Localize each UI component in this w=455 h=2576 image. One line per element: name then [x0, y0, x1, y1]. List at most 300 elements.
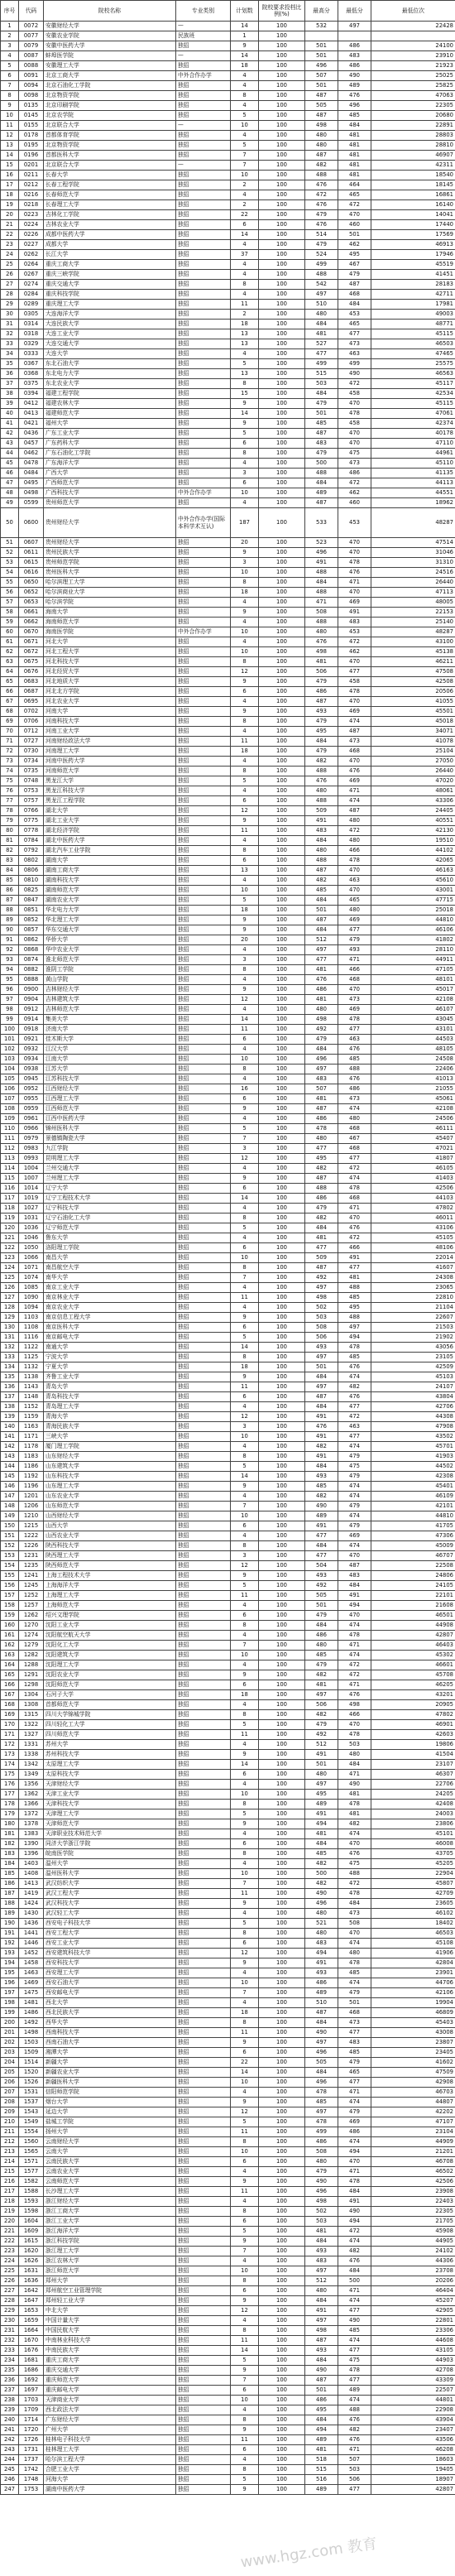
table-cell: 501 — [338, 1998, 371, 2008]
table-cell: 497 — [305, 2038, 338, 2048]
table-cell: 8 — [231, 1541, 259, 1551]
table-cell: 独招 — [176, 1015, 231, 1025]
table-cell: 100 — [259, 2167, 305, 2177]
table-row — [1, 955, 455, 965]
table-cell: 470 — [338, 657, 371, 667]
table-cell: 1222 — [19, 1531, 44, 1541]
table-cell: 43506 — [371, 2435, 455, 2445]
table-row — [1, 1988, 455, 1998]
table-cell: 48105 — [371, 1045, 455, 1055]
table-row — [1, 1204, 455, 1214]
table-row — [1, 906, 455, 916]
table-cell: 149 — [1, 1511, 19, 1521]
table-cell: 12 — [231, 1154, 259, 1164]
table-cell: 100 — [259, 429, 305, 439]
table-cell: 1419 — [19, 1889, 44, 1899]
table-cell: 独招 — [176, 469, 231, 478]
table-cell: 独招 — [176, 270, 231, 280]
table-cell: 1235 — [19, 1561, 44, 1571]
table-cell: 独招 — [176, 876, 231, 886]
table-cell: 141 — [1, 1432, 19, 1442]
table-cell: 4 — [231, 1283, 259, 1293]
table-cell: 独招 — [176, 836, 231, 846]
table-cell: 14 — [231, 1472, 259, 1482]
table-cell: 491 — [305, 558, 338, 568]
table-cell: 1116 — [19, 1333, 44, 1343]
table-cell: 10 — [231, 488, 259, 498]
table-cell: 独招 — [176, 389, 231, 399]
table-cell: 0077 — [19, 31, 44, 41]
table-cell: 497 — [305, 2107, 338, 2117]
table-cell: 1436 — [19, 1919, 44, 1929]
table-cell: 499 — [305, 2127, 338, 2137]
table-cell: 4 — [231, 1164, 259, 1174]
table-cell: 46111 — [371, 1124, 455, 1134]
table-cell: 453 — [338, 310, 371, 320]
table-cell: 0702 — [19, 707, 44, 717]
table-cell: 合肥工业大学 — [44, 2465, 176, 2475]
table-cell: 479 — [305, 210, 338, 220]
table-cell: 0918 — [19, 1025, 44, 1035]
table-cell: 独招 — [176, 1273, 231, 1283]
table-cell: 498 — [305, 2326, 338, 2336]
table-cell: 9 — [231, 2237, 259, 2247]
table-cell: 489 — [305, 2435, 338, 2445]
table-cell: 100 — [259, 816, 305, 826]
table-cell: 1481 — [19, 1998, 44, 2008]
table-cell: 1554 — [19, 2127, 44, 2137]
table-cell: 独招 — [176, 449, 231, 459]
table-cell: 4 — [231, 618, 259, 627]
table-cell: 1226 — [19, 1541, 44, 1551]
table-cell: 46105 — [371, 1164, 455, 1174]
column-header: 计划数 — [231, 1, 259, 22]
table-cell: 100 — [259, 1651, 305, 1660]
table-cell: 4 — [231, 1780, 259, 1790]
table-cell: 484 — [338, 121, 371, 131]
table-cell: 100 — [259, 1005, 305, 1015]
table-cell: 498 — [338, 1700, 371, 1710]
table-cell: 独招 — [176, 2316, 231, 2326]
table-cell: 46809 — [371, 2008, 455, 2018]
table-row — [1, 1362, 455, 1372]
table-cell: 1071 — [19, 1263, 44, 1273]
table-cell: 28110 — [371, 945, 455, 955]
table-cell: 501 — [305, 41, 338, 51]
table-cell: 山东农业大学 — [44, 1492, 176, 1502]
table-cell: 466 — [338, 1710, 371, 1720]
table-cell: 1349 — [19, 1770, 44, 1780]
table-cell: 8 — [231, 1353, 259, 1362]
table-cell: 9 — [231, 608, 259, 618]
table-cell: 8 — [231, 379, 259, 389]
table-cell: 22406 — [371, 1065, 455, 1074]
table-row — [1, 2256, 455, 2266]
table-cell: 100 — [259, 280, 305, 290]
table-cell: 47113 — [371, 588, 455, 598]
table-cell: 独招 — [176, 1104, 231, 1114]
table-cell: 1270 — [19, 1621, 44, 1631]
table-row — [1, 1839, 455, 1849]
table-cell: 0857 — [19, 925, 44, 935]
table-row — [1, 1055, 455, 1065]
table-cell: 42508 — [371, 677, 455, 687]
table-cell: — — [176, 161, 231, 171]
table-cell: 1676 — [19, 2346, 44, 2356]
table-cell: 100 — [259, 1869, 305, 1879]
table-cell: 21608 — [371, 1601, 455, 1611]
table-row — [1, 687, 455, 697]
table-cell: 16 — [231, 1084, 259, 1094]
table-row — [1, 439, 455, 449]
table-cell: 137 — [1, 1392, 19, 1402]
table-cell: 1201 — [19, 1492, 44, 1502]
table-cell: 470 — [338, 210, 371, 220]
table-cell: 西北政法大学 — [44, 2405, 176, 2415]
table-cell: 484 — [338, 2187, 371, 2197]
table-row — [1, 2475, 455, 2485]
table-cell: 安徽农业学院 — [44, 31, 176, 41]
table-cell: 吉林师范大学 — [44, 1005, 176, 1015]
table-cell: 0495 — [19, 478, 44, 488]
table-cell: 100 — [259, 598, 305, 608]
table-cell: 0851 — [19, 906, 44, 916]
table-cell: 74 — [1, 767, 19, 776]
table-cell: 中国民航大学 — [44, 2326, 176, 2336]
table-cell: 480 — [305, 627, 338, 637]
table-cell: 483 — [305, 826, 338, 836]
table-cell: 100 — [259, 608, 305, 618]
table-cell: 487 — [338, 806, 371, 816]
table-cell: 独招 — [176, 1790, 231, 1800]
table-cell: 23806 — [371, 1819, 455, 1829]
table-cell: 1372 — [19, 1809, 44, 1819]
table-cell: 481 — [305, 1233, 338, 1243]
table-cell: 100 — [259, 171, 305, 180]
table-cell: 4 — [231, 876, 259, 886]
table-cell: 499 — [305, 260, 338, 270]
table-cell: 辽宁石油化工大学 — [44, 1214, 176, 1223]
table-cell: 478 — [338, 1730, 371, 1740]
table-cell: 10 — [231, 1511, 259, 1521]
column-header: 最高分 — [305, 1, 338, 22]
table-cell: 100 — [259, 1670, 305, 1680]
table-cell: 41 — [1, 419, 19, 429]
table-row — [1, 111, 455, 121]
table-cell: 485 — [338, 111, 371, 121]
table-cell: 1526 — [19, 2078, 44, 2088]
table-cell: 44909 — [371, 2137, 455, 2147]
table-cell: 100 — [259, 121, 305, 131]
table-cell: 481 — [338, 171, 371, 180]
table-cell: 0753 — [19, 786, 44, 796]
table-cell: 47105 — [371, 965, 455, 975]
table-cell: 0599 — [19, 498, 44, 508]
table-cell: 487 — [338, 280, 371, 290]
table-row — [1, 727, 455, 737]
table-cell: 1196 — [19, 1482, 44, 1492]
table-cell: 484 — [305, 896, 338, 906]
table-cell: 10 — [231, 121, 259, 131]
table-cell: 6 — [231, 2286, 259, 2296]
table-cell: 4 — [231, 260, 259, 270]
table-cell: 480 — [305, 2286, 338, 2296]
table-cell: 116 — [1, 1184, 19, 1194]
table-cell: 189 — [1, 1909, 19, 1919]
table-cell: 100 — [259, 2435, 305, 2445]
table-cell: 1413 — [19, 1879, 44, 1889]
table-cell: 独招 — [176, 985, 231, 995]
table-cell: 46601 — [371, 1660, 455, 1670]
table-row — [1, 1174, 455, 1184]
table-cell: 501 — [305, 81, 338, 91]
table-cell: 100 — [259, 1780, 305, 1790]
table-row — [1, 2445, 455, 2455]
table-cell: 1686 — [19, 2366, 44, 2376]
table-row — [1, 876, 455, 886]
table-cell: 佳木斯大学 — [44, 1035, 176, 1045]
table-cell: 21055 — [371, 1084, 455, 1094]
table-row — [1, 806, 455, 816]
table-cell: 独招 — [176, 1333, 231, 1343]
table-cell: 474 — [338, 1511, 371, 1521]
table-cell: 沈阳师范大学 — [44, 1680, 176, 1690]
table-cell: 478 — [338, 1631, 371, 1641]
table-cell: 1004 — [19, 1164, 44, 1174]
table-cell: 独招 — [176, 2336, 231, 2346]
table-cell: 215 — [1, 2167, 19, 2177]
table-cell: 482 — [305, 1442, 338, 1452]
table-cell: 6 — [231, 220, 259, 230]
table-row — [1, 1005, 455, 1015]
table-cell: 15 — [1, 161, 19, 171]
table-cell: 100 — [259, 1839, 305, 1849]
table-cell: 湖北经济学院 — [44, 826, 176, 836]
table-cell: 45115 — [371, 329, 455, 339]
table-cell: 长沙理工大学 — [44, 2187, 176, 2197]
table-cell: 100 — [259, 965, 305, 975]
table-cell: 7 — [1, 81, 19, 91]
table-row — [1, 826, 455, 836]
table-cell: 90 — [1, 925, 19, 935]
table-cell: 独招 — [176, 935, 231, 945]
table-cell: 489 — [338, 81, 371, 91]
table-cell: 120 — [1, 1223, 19, 1233]
table-row — [1, 2266, 455, 2276]
table-cell: 9 — [231, 2296, 259, 2306]
table-cell: 41403 — [371, 1174, 455, 1184]
table-row — [1, 2316, 455, 2326]
table-cell: 147 — [1, 1492, 19, 1502]
table-cell: 重庆交通大学 — [44, 280, 176, 290]
table-cell: 独招 — [176, 171, 231, 180]
table-cell: 103 — [1, 1055, 19, 1065]
table-cell: 208 — [1, 2098, 19, 2107]
table-cell: 河南工业大学 — [44, 727, 176, 737]
table-cell: 491 — [305, 1521, 338, 1531]
table-cell: 486 — [338, 1084, 371, 1094]
table-cell: 100 — [259, 1829, 305, 1839]
table-cell: 503 — [305, 1313, 338, 1323]
table-cell: 100 — [259, 2256, 305, 2266]
table-cell: 100 — [259, 339, 305, 349]
table-cell: 43106 — [371, 1223, 455, 1233]
table-cell: 160 — [1, 1621, 19, 1631]
table-cell: 105 — [1, 1074, 19, 1084]
table-cell: 481 — [338, 1809, 371, 1819]
table-cell: 贵州医科大学 — [44, 568, 176, 578]
table-cell: 485 — [305, 419, 338, 429]
table-cell: 青岛理工大学 — [44, 1402, 176, 1412]
table-cell: 100 — [259, 1065, 305, 1074]
table-cell: 87 — [1, 896, 19, 906]
table-cell: 37 — [231, 250, 259, 260]
table-row — [1, 985, 455, 995]
table-cell: 47021 — [371, 1144, 455, 1154]
table-cell: 480 — [305, 1005, 338, 1015]
table-cell: 100 — [259, 488, 305, 498]
table-cell: 488 — [338, 1313, 371, 1323]
table-cell: 45105 — [371, 1233, 455, 1243]
table-cell: 1183 — [19, 1452, 44, 1462]
table-cell: 200 — [1, 2018, 19, 2028]
table-cell: 100 — [259, 1502, 305, 1511]
table-row — [1, 180, 455, 190]
table-cell: 100 — [259, 1641, 305, 1651]
table-cell: 91 — [1, 935, 19, 945]
table-cell: 54 — [1, 568, 19, 578]
table-row — [1, 2227, 455, 2237]
table-cell: 独招 — [176, 1839, 231, 1849]
table-cell: 23405 — [371, 2048, 455, 2058]
table-cell: 8 — [231, 2276, 259, 2286]
table-cell: 民族班 — [176, 31, 231, 41]
table-cell: 100 — [259, 2425, 305, 2435]
table-cell: 509 — [305, 806, 338, 816]
table-row — [1, 1800, 455, 1809]
table-row — [1, 2247, 455, 2256]
table-cell: 独招 — [176, 1243, 231, 1253]
table-cell: 4 — [231, 598, 259, 608]
table-cell: 华东交通大学 — [44, 925, 176, 935]
table-cell: 0079 — [19, 41, 44, 51]
table-cell: 11 — [231, 2127, 259, 2137]
table-row — [1, 925, 455, 935]
table-cell: 146 — [1, 1482, 19, 1492]
table-cell: 独招 — [176, 2078, 231, 2088]
table-cell: 独招 — [176, 2197, 231, 2207]
table-cell: 独招 — [176, 846, 231, 856]
table-cell: 河南师范大学 — [44, 767, 176, 776]
table-cell: 1031 — [19, 1214, 44, 1223]
table-cell: 480 — [338, 906, 371, 916]
table-row — [1, 945, 455, 955]
table-cell: 481 — [305, 995, 338, 1005]
table-cell: 490 — [338, 2316, 371, 2326]
table-cell: 100 — [259, 2237, 305, 2247]
table-cell: 独招 — [176, 1343, 231, 1353]
table-cell: 484 — [305, 2356, 338, 2366]
table-cell: 武汉科技大学 — [44, 1899, 176, 1909]
table-cell: 180 — [1, 1819, 19, 1829]
table-cell: 8 — [231, 1849, 259, 1859]
table-cell: 46011 — [371, 1214, 455, 1223]
table-cell: 46703 — [371, 2088, 455, 2098]
table-cell: 济南大学 — [44, 1025, 176, 1035]
table-cell: 湖北汽车工业学院 — [44, 846, 176, 856]
table-cell: 湖北大学 — [44, 806, 176, 816]
table-row — [1, 697, 455, 707]
table-cell: 214 — [1, 2157, 19, 2167]
table-row — [1, 1313, 455, 1323]
table-cell: 100 — [259, 1492, 305, 1502]
table-cell: 503 — [305, 379, 338, 389]
table-cell: 470 — [338, 886, 371, 896]
table-cell: 484 — [305, 836, 338, 846]
table-cell: 100 — [259, 399, 305, 409]
table-cell: 124 — [1, 1263, 19, 1273]
table-cell: 0676 — [19, 667, 44, 677]
table-cell: 23306 — [371, 2326, 455, 2336]
table-cell: 45501 — [371, 707, 455, 717]
table-cell: 100 — [259, 1899, 305, 1909]
table-cell: 100 — [259, 1740, 305, 1750]
table-cell: 0611 — [19, 548, 44, 558]
table-cell: 独招 — [176, 250, 231, 260]
table-row — [1, 1502, 455, 1511]
table-cell: 501 — [338, 230, 371, 240]
table-row — [1, 598, 455, 608]
table-cell: 244 — [1, 2455, 19, 2465]
table-cell: 独招 — [176, 91, 231, 101]
table-cell: 独招 — [176, 916, 231, 925]
table-cell: 100 — [259, 1988, 305, 1998]
table-cell: 481 — [338, 151, 371, 161]
table-cell: 477 — [305, 1531, 338, 1541]
table-cell: 505 — [305, 101, 338, 111]
table-cell: 476 — [305, 200, 338, 210]
table-cell: 498 — [305, 2197, 338, 2207]
table-cell: 0825 — [19, 886, 44, 896]
table-cell: 469 — [338, 776, 371, 786]
table-row — [1, 2038, 455, 2048]
table-cell: 100 — [259, 1680, 305, 1690]
table-cell: 44 — [1, 449, 19, 459]
table-cell: 0224 — [19, 220, 44, 230]
table-cell: 独招 — [176, 618, 231, 627]
table-cell: 1279 — [19, 1641, 44, 1651]
table-cell: 9 — [231, 1958, 259, 1968]
table-row — [1, 2366, 455, 2376]
table-cell: 100 — [259, 349, 305, 359]
table-cell: 辽宁工程技术大学 — [44, 1194, 176, 1204]
table-cell: 浙江农林大学 — [44, 2256, 176, 2266]
table-cell: 46211 — [371, 657, 455, 667]
table-cell: 9 — [231, 2038, 259, 2048]
table-cell: 115 — [1, 1174, 19, 1184]
table-cell: 100 — [259, 1313, 305, 1323]
table-cell: 0498 — [19, 488, 44, 498]
table-cell: 1408 — [19, 1869, 44, 1879]
table-cell: 青海民族大学 — [44, 1422, 176, 1432]
table-cell: 中外合作办学(国际本科学术互认) — [176, 508, 231, 538]
table-cell: 100 — [259, 1462, 305, 1472]
column-header: 代码 — [19, 1, 44, 22]
table-cell: 481 — [305, 657, 338, 667]
table-cell: 48287 — [371, 508, 455, 538]
table-cell: 216 — [1, 2177, 19, 2187]
table-row — [1, 1829, 455, 1839]
